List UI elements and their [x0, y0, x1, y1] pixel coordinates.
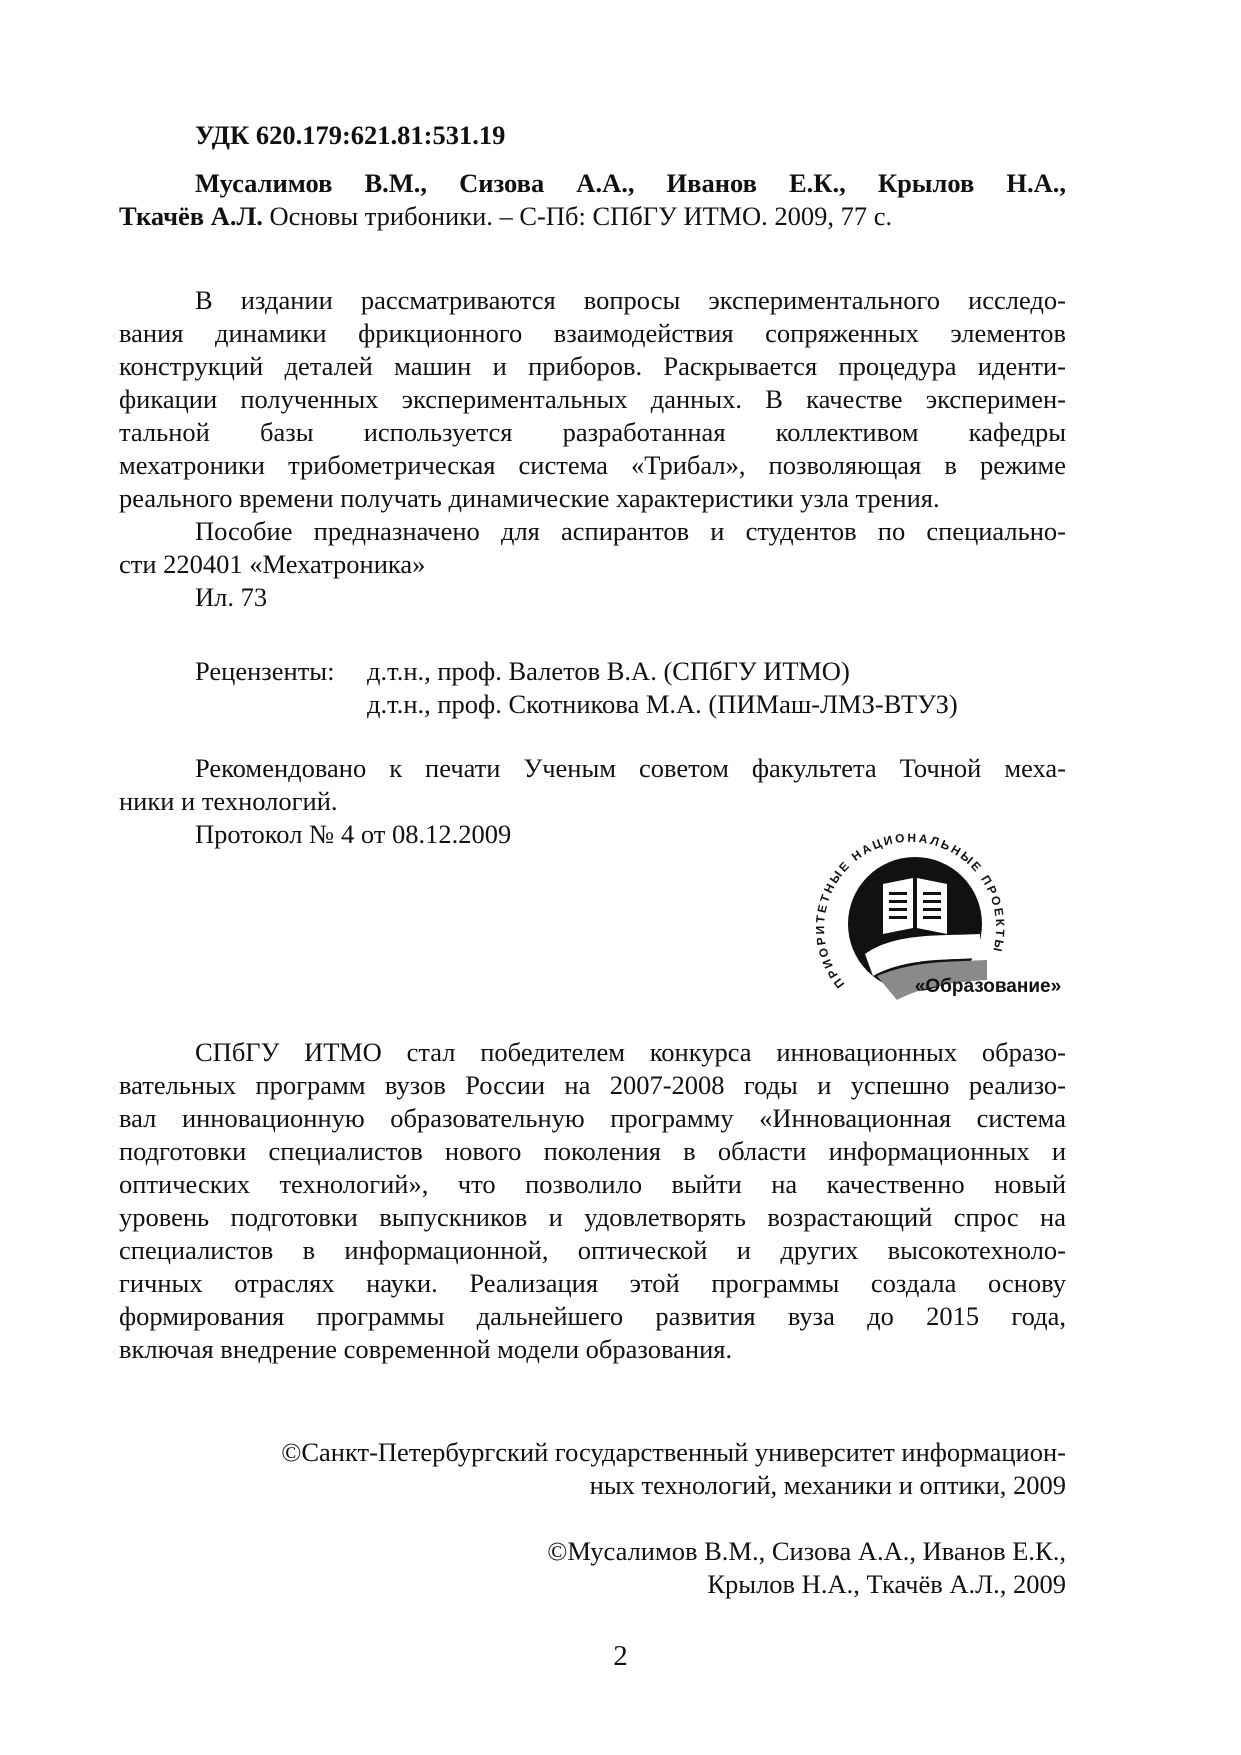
abstract-line: В издании рассматриваются вопросы экспериментального исследо-	[195, 285, 1066, 315]
reviewer-row-1	[195, 655, 850, 688]
illustrations-count: Ил. 73	[195, 582, 268, 612]
citation	[119, 167, 1066, 233]
education-project-emblem	[805, 826, 1075, 1026]
reviewer-item: д.т.н., проф. Валетов В.А. (СПбГУ ИТМО)	[367, 656, 850, 686]
copyright-authors	[119, 1535, 1066, 1601]
copyright-line: ©Мусалимов В.М., Сизова А.А., Иванов Е.К.,	[547, 1536, 1066, 1566]
itmo-line: гичных отраслях науки. Реализация этой программы создала основу	[119, 1268, 1066, 1298]
reviewers-label: Рецензенты:	[195, 656, 335, 686]
recommendation-line: ники и технологий.	[119, 786, 338, 816]
copyright-line: ©Санкт-Петербургский государственный университет информацион-	[281, 1437, 1066, 1467]
purpose-line: Пособие предназначено для аспирантов и студентов по специально-	[195, 516, 1066, 546]
itmo-line: вал инновационную образовательную программу «Инновационная система	[119, 1103, 1066, 1133]
itmo-paragraph	[119, 1036, 1066, 1366]
abstract-line: конструкций деталей машин и приборов. Раскрывается процедура иденти-	[119, 351, 1066, 381]
itmo-line: уровень подготовки выпускников и удовлетворять возрастающий спрос на	[119, 1202, 1066, 1232]
abstract-line: тальной базы используется разработанная коллективом кафедры	[119, 417, 1066, 447]
emblem-arc-text: ПРИОРИТЕТНЫЕ НАЦИОНАЛЬНЫЕ ПРОЕКТЫ	[813, 830, 1008, 991]
citation-author-bold: Ткачёв А.Л.	[119, 201, 263, 231]
reviewer-row-2	[195, 688, 958, 721]
citation-authors-line1: Мусалимов В.М., Сизова А.А., Иванов Е.К., Крылов Н.А.,	[195, 168, 1066, 198]
itmo-line: специалистов в информационной, оптической и других высокотехноло-	[119, 1235, 1066, 1265]
itmo-line: СПбГУ ИТМО стал победителем конкурса инновационных образо-	[195, 1037, 1066, 1067]
citation-line2	[119, 200, 1066, 233]
page-number: 2	[613, 1640, 628, 1672]
itmo-line: включая внедрение современной модели образования.	[119, 1334, 733, 1364]
abstract	[119, 284, 1066, 614]
abstract-line: фикации полученных экспериментальных данных. В качестве эксперимен-	[119, 384, 1066, 414]
itmo-line: вательных программ вузов России на 2007-2008 годы и успешно реализо-	[119, 1070, 1066, 1100]
citation-title: Основы трибоники. – С-Пб: СПбГУ ИТМО. 2009, 77 с.	[262, 201, 893, 231]
itmo-line: оптических технологий», что позволило выйти на качественно новый	[119, 1169, 1066, 1199]
emblem-caption: «Образование»	[914, 976, 1062, 997]
itmo-line: подготовки специалистов нового поколения в области информационных и	[119, 1136, 1066, 1166]
udk-code: УДК 620.179:621.81:531.19	[195, 120, 506, 150]
abstract-line: вания динамики фрикционного взаимодействия сопряженных элементов	[119, 318, 1066, 348]
protocol-number: Протокол № 4 от 08.12.2009	[195, 819, 512, 849]
reviewer-item: д.т.н., проф. Скотникова М.А. (ПИМаш-ЛМЗ-ВТУЗ)	[367, 689, 958, 719]
purpose-line: сти 220401 «Мехатроника»	[119, 549, 426, 579]
emblem-logo-icon	[805, 826, 1075, 1026]
copyright-line: ных технологий, механики и оптики, 2009	[589, 1470, 1066, 1500]
abstract-line: мехатроники трибометрическая система «Трибал», позволяющая в режиме	[119, 450, 1066, 480]
copyright-line: Крылов Н.А., Ткачёв А.Л., 2009	[707, 1569, 1066, 1599]
itmo-line: формирования программы дальнейшего развития вуза до 2015 года,	[119, 1301, 1066, 1331]
copyright-university	[119, 1436, 1066, 1502]
recommendation-line: Рекомендовано к печати Ученым советом факультета Точной меха-	[195, 753, 1066, 783]
abstract-line: реального времени получать динамические характеристики узла трения.	[119, 483, 940, 513]
